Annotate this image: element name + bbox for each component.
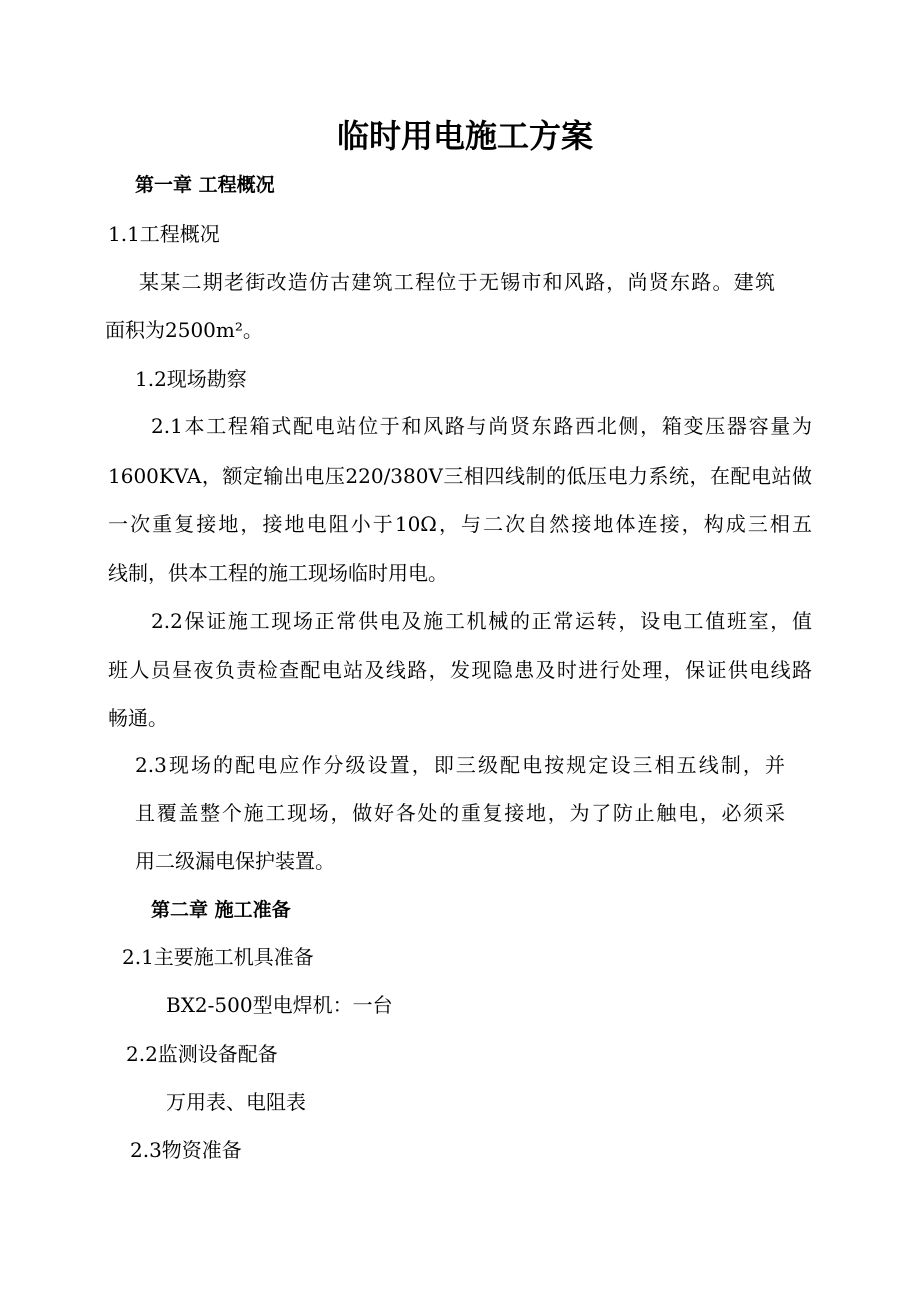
paragraph-2-2-line: 畅通。: [108, 706, 168, 730]
equipment-item: 万用表、电阻表: [166, 1090, 306, 1114]
paragraph-2-2-line: 班人员昼夜负责检查配电站及线路，发现隐患及时进行处理，保证供电线路: [108, 658, 812, 682]
overview-line-2: 面积为2500m²。: [105, 318, 263, 342]
paragraph-2-1-line: 一次重复接地，接地电阻小于10Ω，与二次自然接地体连接，构成三相五: [108, 512, 812, 536]
paragraph-2-1-line: 线制，供本工程的施工现场临时用电。: [108, 561, 448, 585]
section-1-2-heading: 1.2现场勘察: [135, 367, 247, 391]
overview-line-1: 某某二期老街改造仿古建筑工程位于无锡市和风路，尚贤东路。建筑: [139, 270, 775, 294]
paragraph-2-3-line: 2.3现场的配电应作分级设置，即三级配电按规定设三相五线制，并: [135, 753, 785, 777]
section-1-1-heading: 1.1工程概况: [108, 222, 220, 246]
paragraph-2-1-line: 2.1本工程箱式配电站位于和风路与尚贤东路西北侧，箱变压器容量为: [151, 414, 812, 438]
section-2-2-heading: 2.2监测设备配备: [126, 1042, 278, 1066]
paragraph-2-2-line: 2.2保证施工现场正常供电及施工机械的正常运转，设电工值班室，值: [151, 609, 812, 633]
paragraph-2-3-line: 用二级漏电保护装置。: [135, 849, 335, 873]
chapter-2-heading: 第二章 施工准备: [151, 899, 291, 921]
document-title: 临时用电施工方案: [337, 117, 594, 155]
chapter-1-heading: 第一章 工程概况: [135, 174, 275, 196]
section-2-1-heading: 2.1主要施工机具准备: [122, 945, 314, 969]
machine-item: BX2-500型电焊机：一台: [166, 993, 393, 1017]
paragraph-2-1-line: 1600KVA，额定输出电压220/380V三相四线制的低压电力系统，在配电站做: [108, 464, 812, 488]
paragraph-2-3-line: 且覆盖整个施工现场，做好各处的重复接地，为了防止触电，必须采: [135, 801, 785, 825]
section-2-3-heading: 2.3物资准备: [130, 1138, 242, 1162]
